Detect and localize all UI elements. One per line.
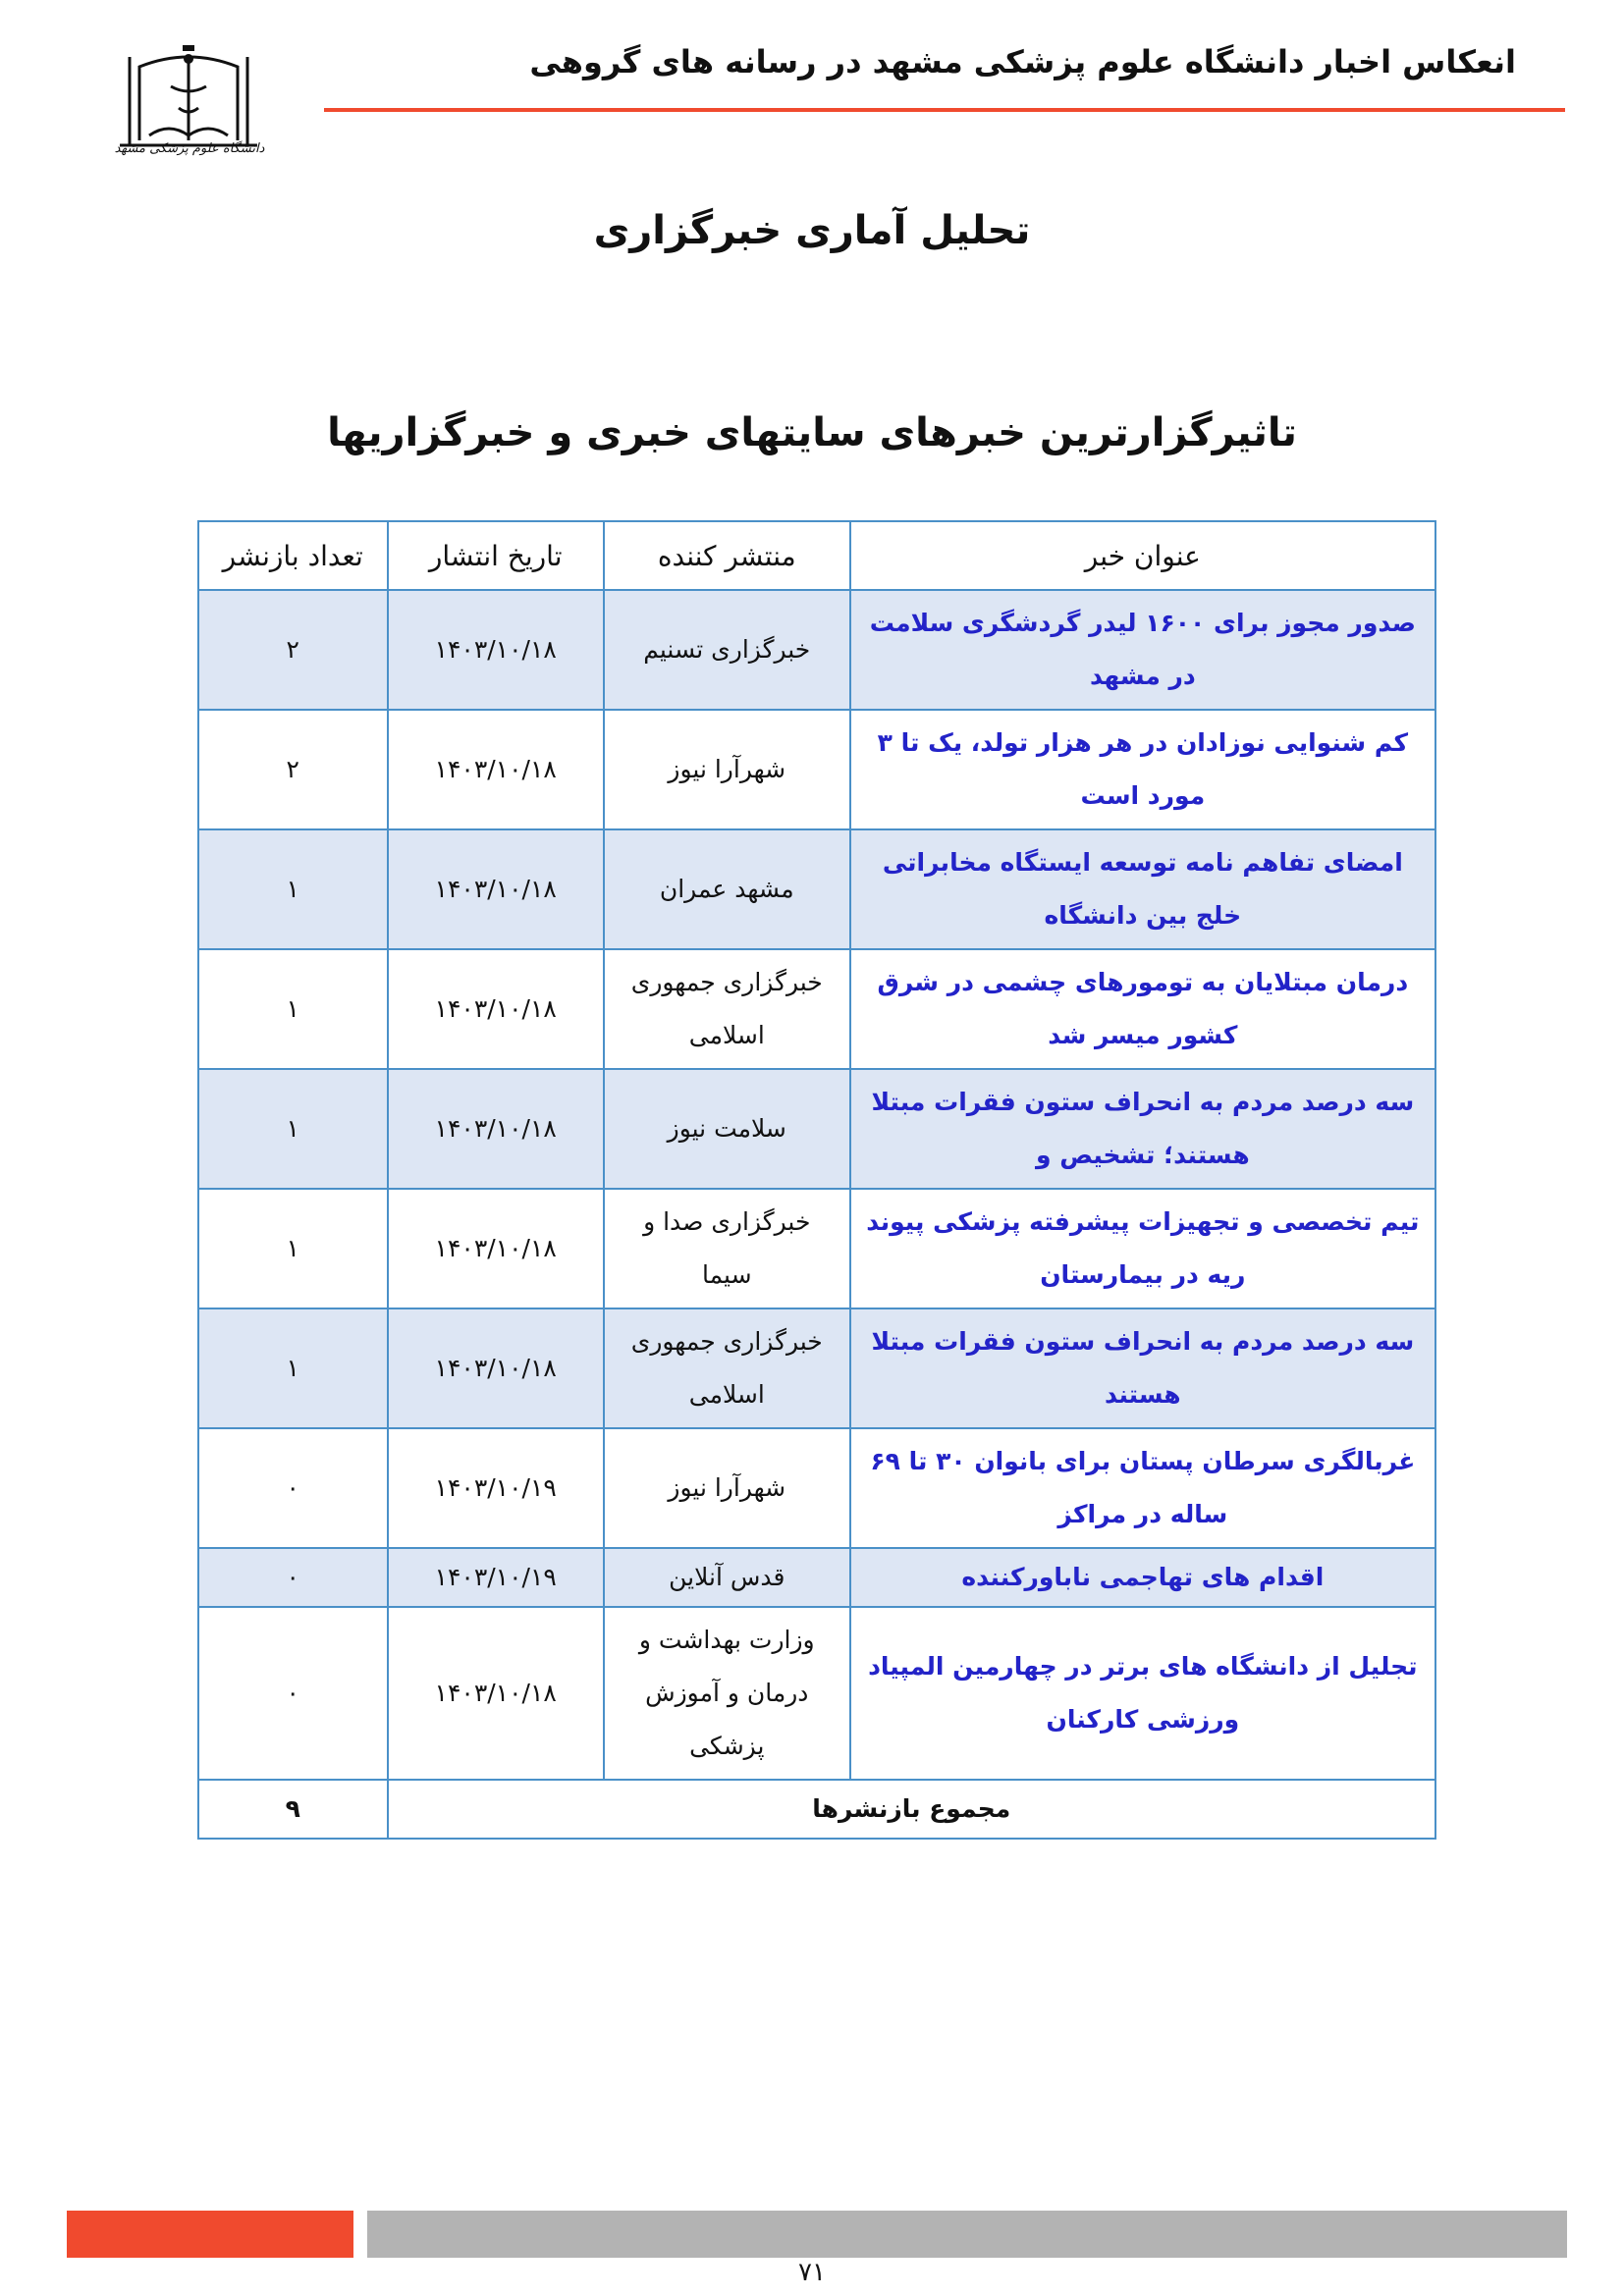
table-row (198, 590, 1435, 710)
section-title: تاثیرگزارترین خبرهای سایتهای خبری و خبرگزاریها (327, 410, 1297, 455)
publisher-cell: شهرآرا نیوز (604, 1428, 850, 1548)
news-title-cell[interactable]: تجلیل از دانشگاه های برتر در چهارمین المپیاد ورزشی کارکنان (850, 1607, 1435, 1780)
news-title-cell[interactable]: کم شنوایی نوزادان در هر هزار تولد، یک تا ۳ مورد است (850, 710, 1435, 829)
table-row (198, 829, 1435, 949)
date-cell: ۱۴۰۳/۱۰/۱۸ (388, 1069, 604, 1189)
news-title-cell[interactable]: غربالگری سرطان پستان برای بانوان ۳۰ تا ۶۹ ساله در مراکز (850, 1428, 1435, 1548)
count-cell: ۱ (198, 829, 388, 949)
table-row (198, 710, 1435, 829)
header-divider (324, 108, 1565, 112)
count-cell: ۲ (198, 710, 388, 829)
publisher-cell: خبرگزاری صدا و سیما (604, 1189, 850, 1308)
table-row (198, 1308, 1435, 1428)
count-cell: ۰ (198, 1548, 388, 1607)
date-cell: ۱۴۰۳/۱۰/۱۸ (388, 949, 604, 1069)
header-title-cell: عنوان خبر (850, 521, 1435, 590)
footer-accent-bar (67, 2211, 353, 2258)
page-title: تحلیل آماری خبرگزاری (593, 208, 1031, 253)
publisher-cell: سلامت نیوز (604, 1069, 850, 1189)
count-cell: ۲ (198, 590, 388, 710)
count-cell: ۰ (198, 1428, 388, 1548)
header-publisher-cell: منتشر کننده (604, 521, 850, 590)
news-table (197, 520, 1436, 1840)
header-count-cell: تعداد بازنشر (198, 521, 388, 590)
table-row (198, 1607, 1435, 1780)
count-cell: ۱ (198, 1069, 388, 1189)
date-cell: ۱۴۰۳/۱۰/۱۹ (388, 1428, 604, 1548)
table-row (198, 1069, 1435, 1189)
date-cell: ۱۴۰۳/۱۰/۱۸ (388, 1189, 604, 1308)
news-title-cell[interactable]: امضای تفاهم نامه توسعه ایستگاه مخابراتی خلج بین دانشگاه (850, 829, 1435, 949)
news-title-cell[interactable]: سه درصد مردم به انحراف ستون فقرات مبتلا هستند؛ تشخیص و (850, 1069, 1435, 1189)
table-row (198, 1189, 1435, 1308)
header-date-cell: تاریخ انتشار (388, 521, 604, 590)
footer-gray-bar (367, 2211, 1567, 2258)
date-cell: ۱۴۰۳/۱۰/۱۸ (388, 710, 604, 829)
publisher-cell: خبرگزاری جمهوری اسلامی (604, 949, 850, 1069)
table-header-row (198, 521, 1435, 590)
news-title-cell[interactable]: درمان مبتلایان به تومورهای چشمی در شرق کشور میسر شد (850, 949, 1435, 1069)
publisher-cell: قدس آنلاین (604, 1548, 850, 1607)
logo-caption: دانشگاه علوم پزشکی مشهد (114, 141, 265, 156)
news-title-cell[interactable]: صدور مجوز برای ۱۶۰۰ لیدر گردشگری سلامت در مشهد (850, 590, 1435, 710)
date-cell: ۱۴۰۳/۱۰/۱۸ (388, 590, 604, 710)
publisher-cell: خبرگزاری تسنیم (604, 590, 850, 710)
news-title-cell[interactable]: اقدام های تهاجمی ناباورکننده (850, 1548, 1435, 1607)
table-row (198, 1548, 1435, 1607)
publisher-cell: وزارت بهداشت و درمان و آموزش پزشکی (604, 1607, 850, 1780)
total-label: مجموع بازنشرها (388, 1780, 1436, 1839)
count-cell: ۱ (198, 1189, 388, 1308)
date-cell: ۱۴۰۳/۱۰/۱۸ (388, 1607, 604, 1780)
header-title: انعکاس اخبار دانشگاه علوم پزشکی مشهد در رسانه های گروهی (529, 43, 1516, 80)
date-cell: ۱۴۰۳/۱۰/۱۸ (388, 829, 604, 949)
publisher-cell: مشهد عمران (604, 829, 850, 949)
news-title-cell[interactable]: سه درصد مردم به انحراف ستون فقرات مبتلا هستند (850, 1308, 1435, 1428)
count-cell: ۱ (198, 949, 388, 1069)
date-cell: ۱۴۰۳/۱۰/۱۸ (388, 1308, 604, 1428)
publisher-cell: خبرگزاری جمهوری اسلامی (604, 1308, 850, 1428)
page-number: ۷۱ (798, 2258, 826, 2287)
date-cell: ۱۴۰۳/۱۰/۱۹ (388, 1548, 604, 1607)
news-title-cell[interactable]: تیم تخصصی و تجهیزات پیشرفته پزشکی پیوند ریه در بیمارستان (850, 1189, 1435, 1308)
count-cell: ۰ (198, 1607, 388, 1780)
count-cell: ۱ (198, 1308, 388, 1428)
table-row (198, 1428, 1435, 1548)
total-value: ۹ (198, 1780, 388, 1839)
publisher-cell: شهرآرا نیوز (604, 710, 850, 829)
table-row (198, 949, 1435, 1069)
total-row (198, 1780, 1435, 1839)
